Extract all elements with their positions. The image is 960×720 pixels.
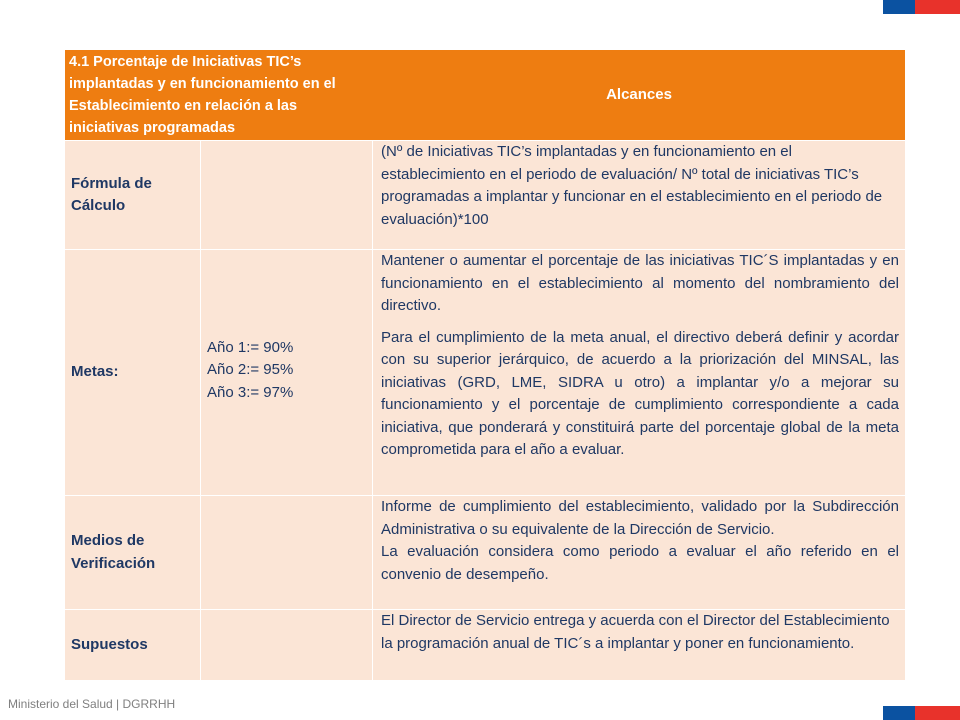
medios-text-1: Informe de cumplimiento del establecimiento, validado por la Subdirección Administrativa o su equivalente de la Dirección de Servicio. xyxy=(381,498,899,538)
flag-red-segment xyxy=(915,0,960,14)
medios-value-cell xyxy=(201,496,372,609)
footer-text: Ministerio del Salud | DGRRHH xyxy=(8,697,176,711)
supuestos-text-cell xyxy=(373,610,905,680)
metas-label-cell xyxy=(65,250,200,495)
supuestos-text: El Director de Servicio entrega y acuerda con el Director del Establecimiento la programación anual de TIC´s a implantar y poner en funcionamiento. xyxy=(381,612,890,652)
metas-text-cell xyxy=(373,250,905,495)
flag-blue-segment xyxy=(883,0,915,14)
meta-year-2: Año 2:= 95% xyxy=(207,361,294,379)
formula-text-cell xyxy=(373,141,905,249)
metas-text-2: Para el cumplimiento de la meta anual, el directivo deberá definir y acordar con su superior jerárquico, de acuerdo a la priorización del MINSAL, las iniciativas (GRD, LME, SIDRA u otro) a implantar y/o a mejorar su funcionamiento y el porcentaje de cumplimiento correspondiente a cada iniciativa, que ponderará y constituirá parte del porcentaje global de la meta comprometida para el año a evaluar. xyxy=(381,328,899,458)
indicator-table xyxy=(65,50,905,680)
indicator-title: 4.1 Porcentaje de Iniciativas TIC’s implantadas y en funcionamiento en el Establecimiento en relación a las iniciativas programadas xyxy=(69,54,336,136)
formula-value-cell xyxy=(201,141,372,249)
alcances-header-cell xyxy=(373,50,905,140)
medios-text-cell xyxy=(373,496,905,609)
medios-text-2: La evaluación considera como periodo a evaluar el año referido en el convenio de desempeño. xyxy=(381,543,899,583)
formula-label: Fórmula de Cálculo xyxy=(71,174,152,214)
metas-years-cell xyxy=(201,250,372,495)
formula-text: (Nº de Iniciativas TIC’s implantadas y en funcionamiento en el establecimiento en el periodo de evaluación/ Nº total de iniciativas TIC’s programadas a implantar y funcionar en el establecimiento en el periodo de evaluación)*100 xyxy=(381,143,883,228)
medios-label-cell xyxy=(65,496,200,609)
formula-label-cell xyxy=(65,141,200,249)
supuestos-label-cell xyxy=(65,610,200,680)
metas-text-1: Mantener o aumentar el porcentaje de las iniciativas TIC´S implantadas y en funcionamiento en el establecimiento al momento del nombramiento del directivo. xyxy=(381,252,899,314)
meta-year-1: Año 1:= 90% xyxy=(207,338,294,356)
alcances-header: Alcances xyxy=(606,85,672,103)
flag-red-segment xyxy=(915,706,960,720)
metas-label: Metas: xyxy=(71,363,119,381)
medios-label: Medios de Verificación xyxy=(71,532,156,572)
indicator-title-cell xyxy=(65,50,373,140)
supuestos-value-cell xyxy=(201,610,372,680)
flag-blue-segment xyxy=(883,706,915,720)
supuestos-label: Supuestos xyxy=(71,635,148,653)
meta-year-3: Año 3:= 97% xyxy=(207,383,294,401)
